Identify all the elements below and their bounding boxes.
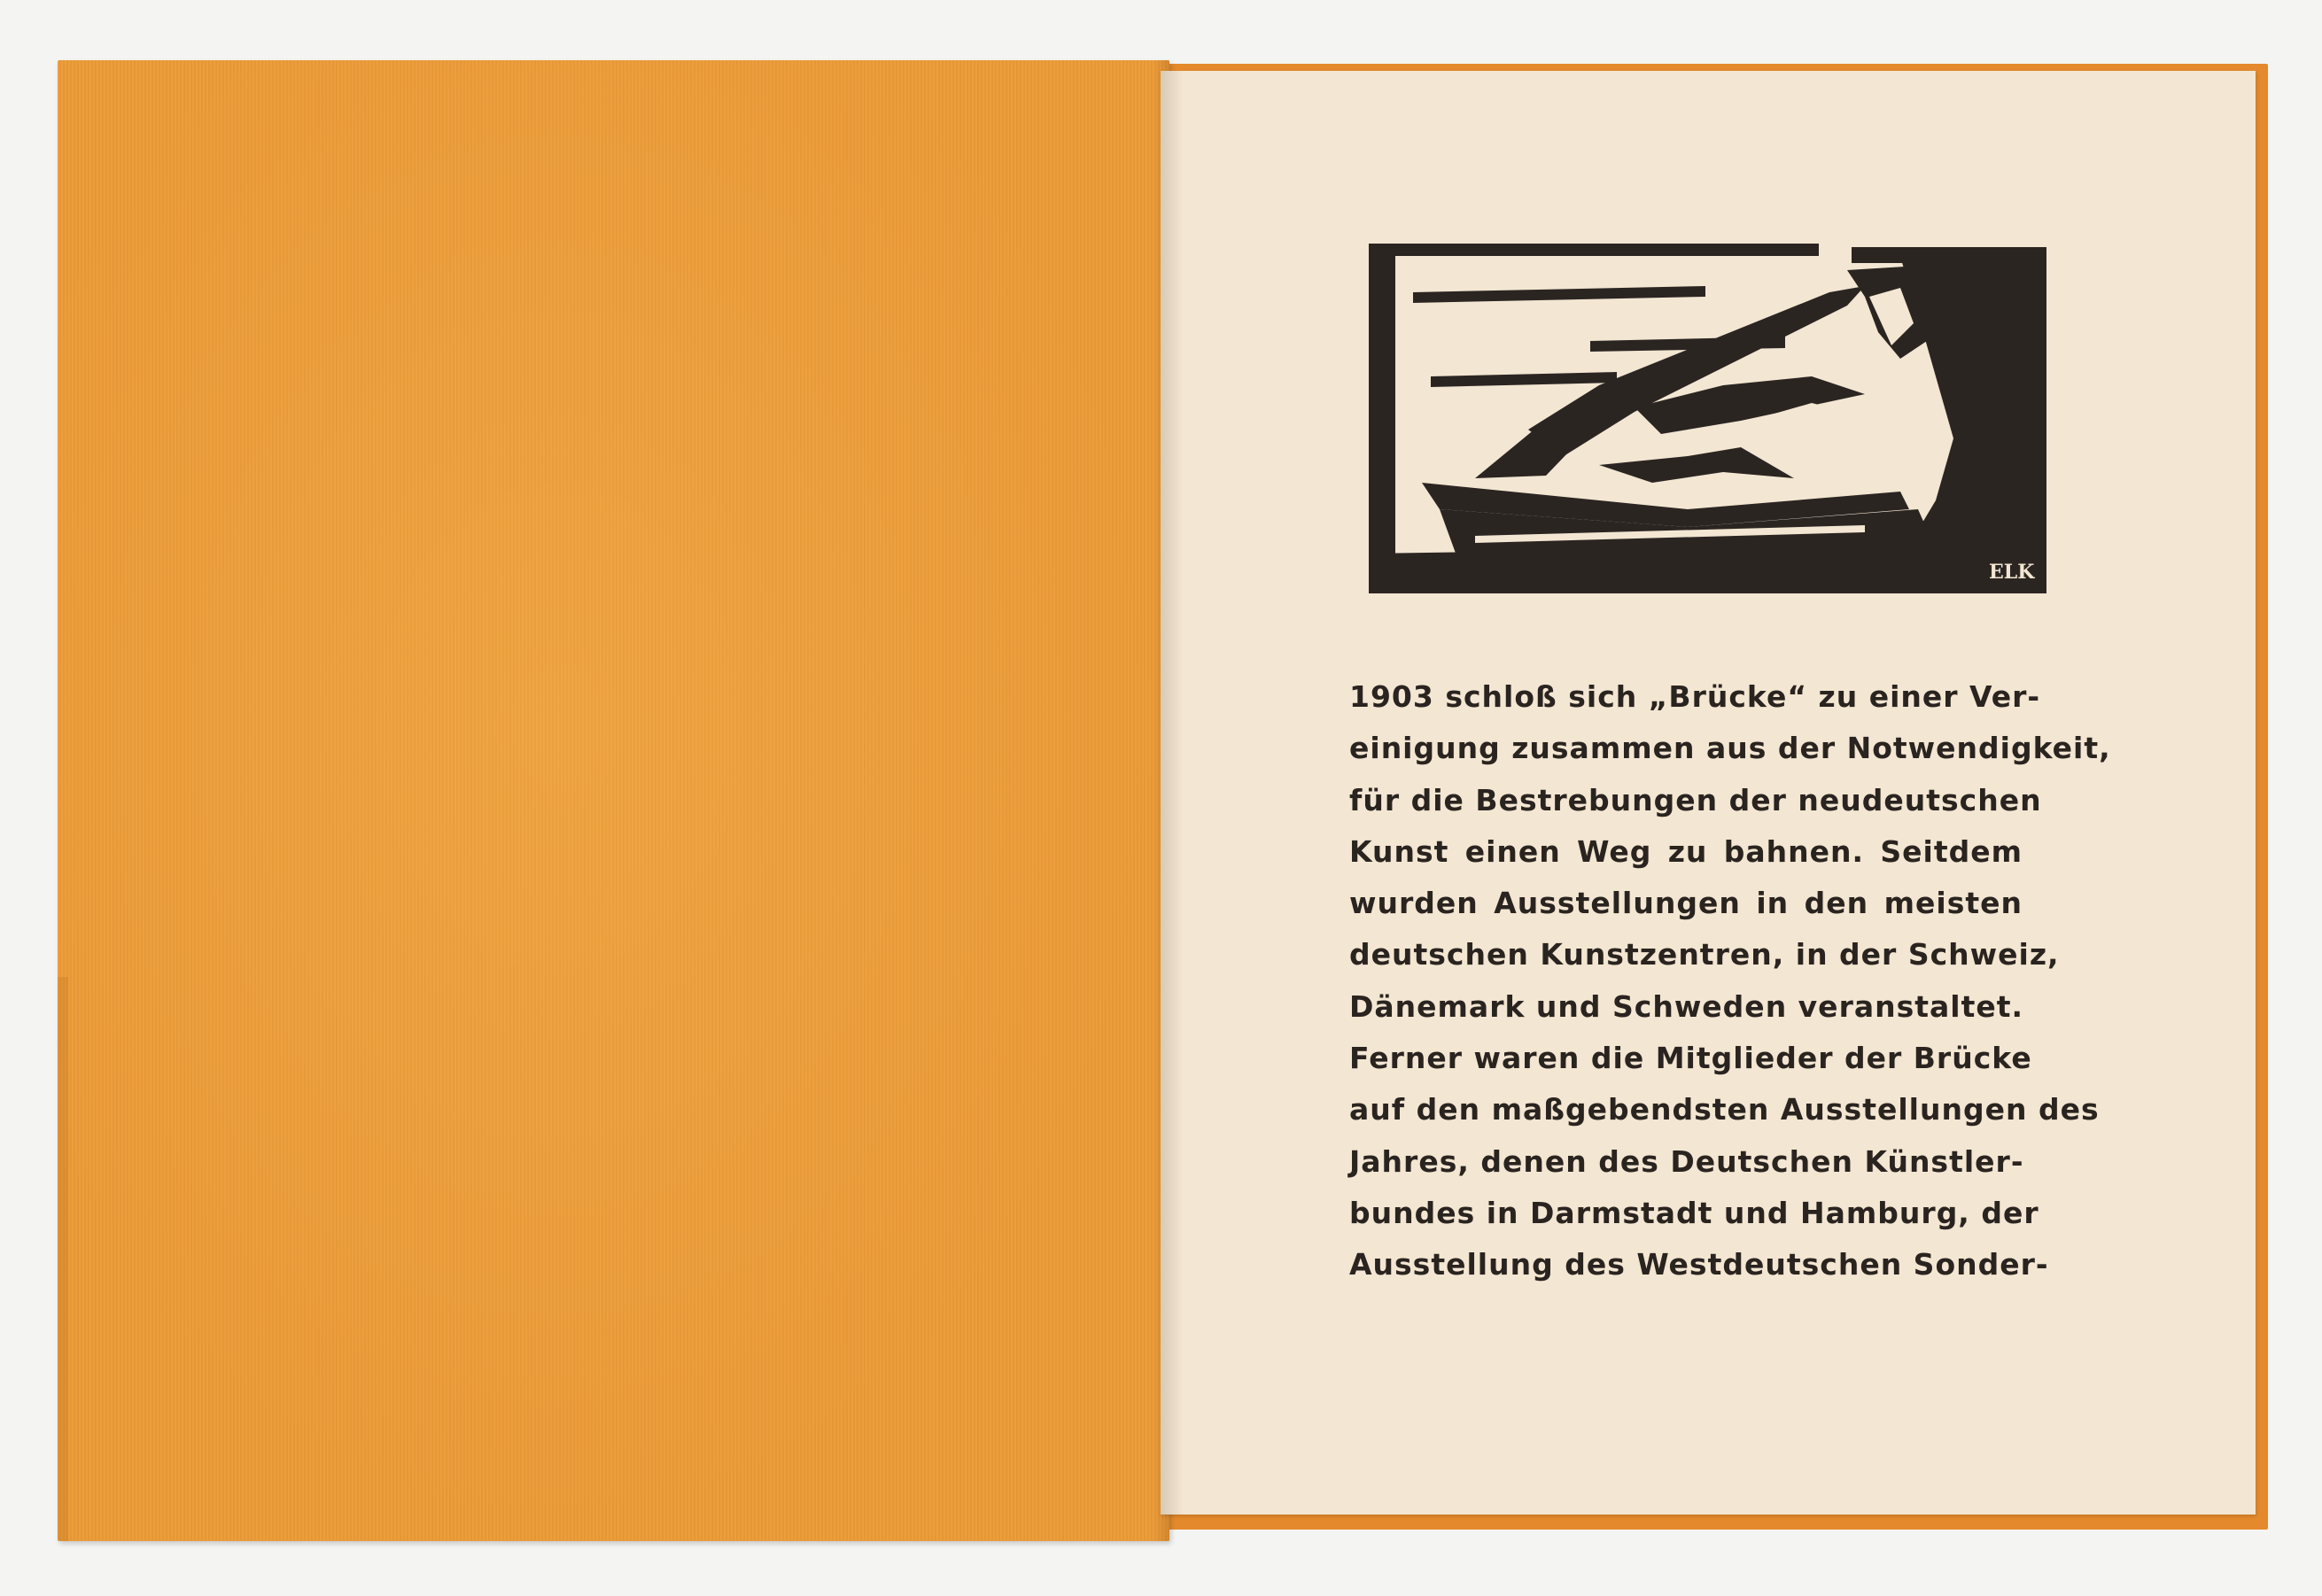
text-line-6: deutschen Kunstzentren, in der Schweiz,: [1349, 937, 2060, 972]
woodcut-oar-blade: [1475, 416, 1590, 478]
woodcut-stroke-2: [1431, 372, 1617, 387]
left-flyleaf-page: [58, 60, 1169, 1541]
text-line-3: für die Bestrebungen der neudeutschen: [1349, 782, 2042, 817]
woodcut-stroke-1: [1413, 286, 1705, 303]
page-fold-shading: [58, 977, 68, 1541]
body-text: [1349, 671, 2111, 1291]
right-text-page: [1161, 71, 2256, 1515]
text-line-5: wurden Ausstellungen in den meisten: [1349, 886, 2023, 921]
woodcut-monogram: ELK: [1989, 561, 2035, 584]
text-line-12: Ausstellung des Westdeutschen Sonder-: [1349, 1247, 2049, 1282]
text-line-11: bundes in Darmstadt und Hamburg, der: [1349, 1195, 2039, 1230]
woodcut-figure-in-boat: [1369, 244, 2046, 593]
gutter-shadow-right: [1161, 71, 1184, 1515]
text-line-2: einigung zusammen aus der Notwendigkeit,: [1349, 731, 2111, 766]
text-line-7: Dänemark und Schweden veranstaltet.: [1349, 988, 2024, 1024]
text-line-10: Jahres, denen des Deutschen Künstler-: [1349, 1143, 2024, 1179]
woodcut-leg: [1599, 447, 1794, 483]
text-line-1: 1903 schloß sich „Brücke“ zu einer Ver-: [1349, 679, 2041, 714]
text-line-8: Ferner waren die Mitglieder der Brücke: [1349, 1041, 2032, 1076]
text-line-9: auf den maßgebendsten Ausstellungen des: [1349, 1092, 2100, 1127]
woodcut-top-bar-left: [1369, 244, 1819, 256]
woodcut-illustration: [1369, 244, 2046, 593]
woodcut-left-bar: [1369, 244, 1395, 593]
text-line-4: Kunst einen Weg zu bahnen. Seitdem: [1349, 833, 2023, 869]
